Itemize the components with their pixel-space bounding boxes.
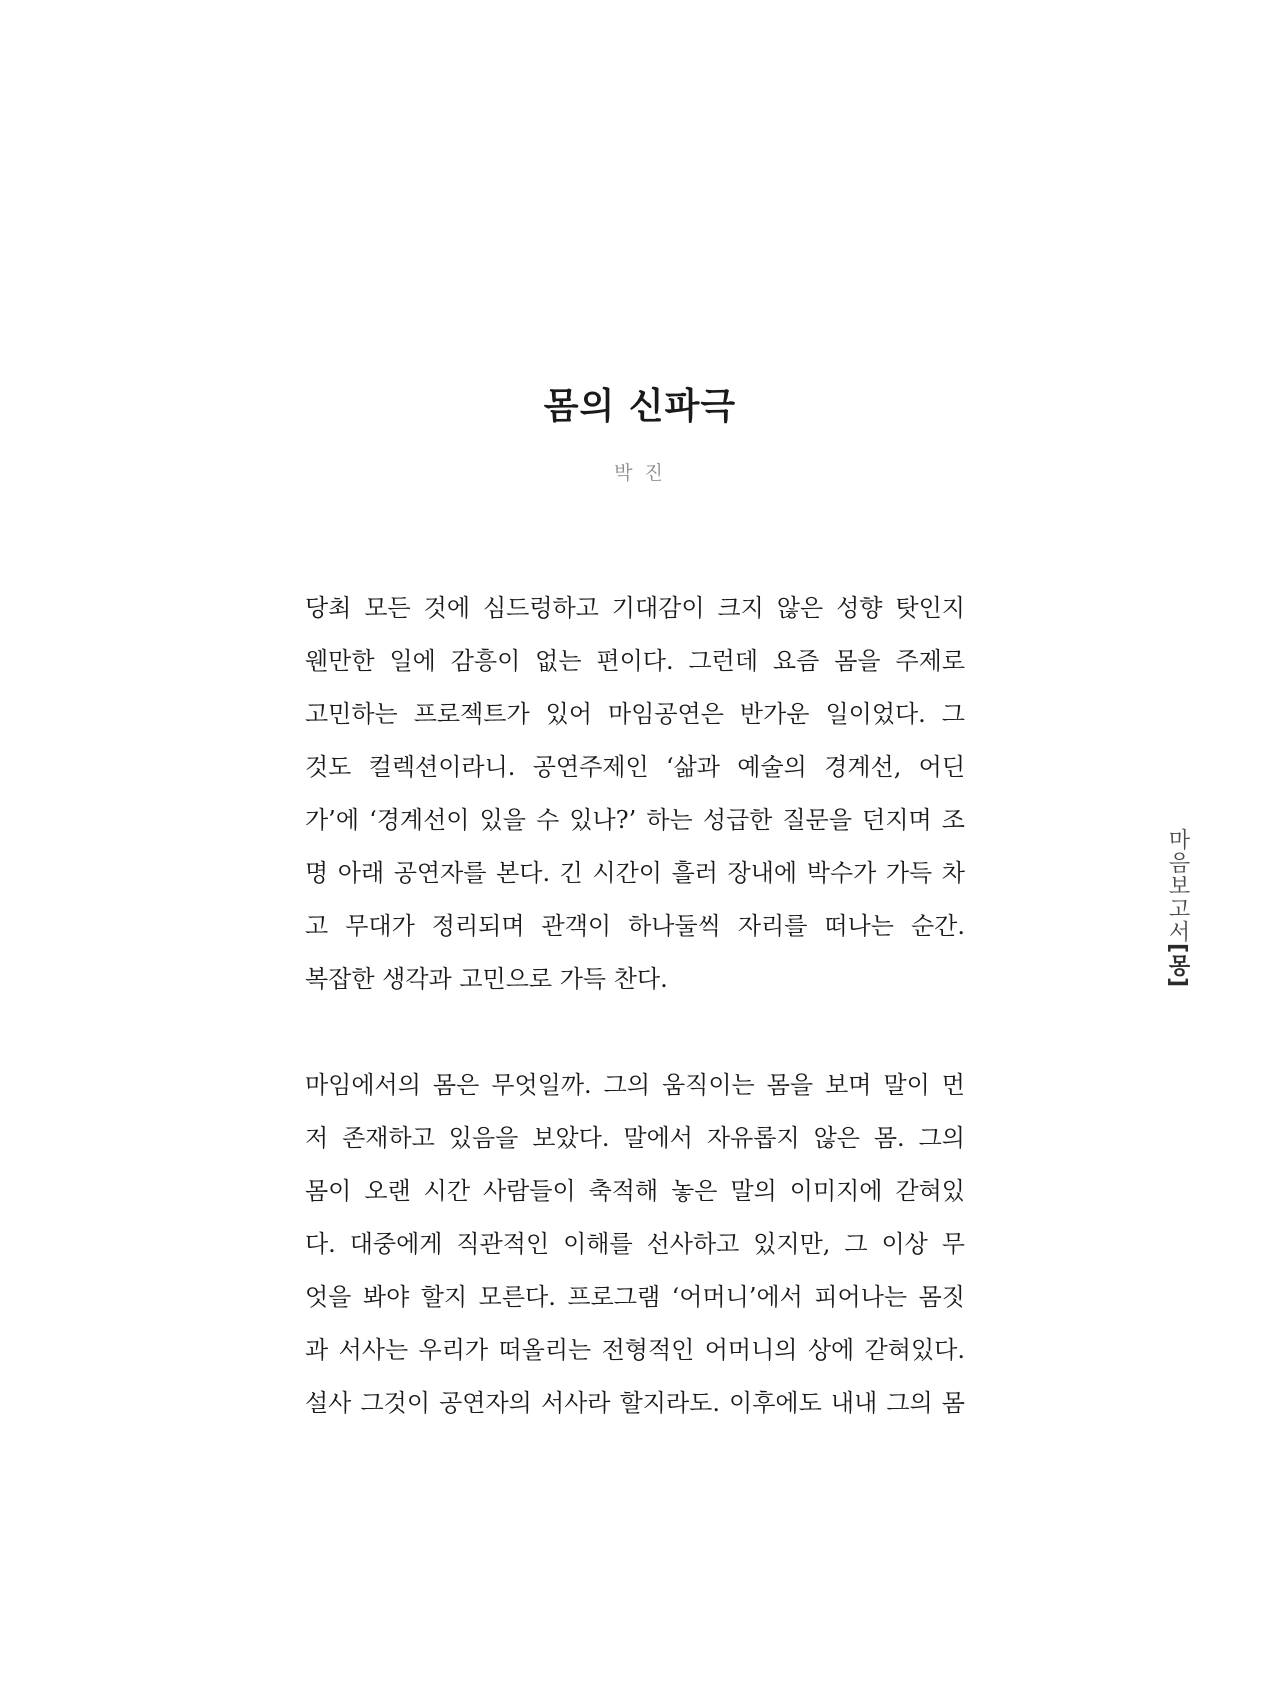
text-line: 것도 컬렉션이라니. 공연주제인 ‘삶과 예술의 경계선, 어딘 (305, 753, 965, 781)
text-line: 엇을 봐야 할지 모른다. 프로그램 ‘어머니’에서 피어나는 몸짓 (305, 1283, 965, 1311)
paragraph-2 (305, 1059, 965, 1430)
text-line: 저 존재하고 있음을 보았다. 말에서 자유롭지 않은 몸. 그의 (305, 1124, 965, 1152)
text-line: 설사 그것이 공연자의 서사라 할지라도. 이후에도 내내 그의 몸 (305, 1389, 965, 1417)
close-bracket: ] (1165, 977, 1190, 989)
section-side-label (1162, 828, 1193, 988)
text-line: 마임에서의 몸은 무엇일까. 그의 움직이는 몸을 보며 말이 먼 (305, 1071, 965, 1099)
article-title: 몸의 신파극 (543, 386, 737, 427)
text-line: 당최 모든 것에 심드렁하고 기대감이 크지 않은 성향 탓인지 (305, 594, 965, 622)
text-line: 과 서사는 우리가 떠올리는 전형적인 어머니의 상에 갇혀있다. (305, 1336, 965, 1364)
section-name: 마음보고서 (1165, 828, 1190, 943)
text-line: 고 무대가 정리되며 관객이 하나둘씩 자리를 떠나는 순간. (305, 912, 965, 940)
text-line: 고민하는 프로젝트가 있어 마임공연은 반가운 일이었다. 그 (305, 700, 965, 728)
text-line: 가’에 ‘경계선이 있을 수 있나?’ 하는 성급한 질문을 던지며 조 (305, 806, 965, 834)
text-line: 웬만한 일에 감흥이 없는 편이다. 그런데 요즘 몸을 주제로 (305, 647, 965, 675)
section-accent: 몽 (1165, 954, 1190, 978)
text-line: 몸이 오랜 시간 사람들이 축적해 놓은 말의 이미지에 갇혀있 (305, 1177, 965, 1205)
open-bracket: [ (1165, 943, 1190, 955)
article-body (305, 582, 965, 1430)
paragraph-1 (305, 582, 965, 1006)
text-line: 다. 대중에게 직관적인 이해를 선사하고 있지만, 그 이상 무 (305, 1230, 965, 1258)
author-name: 박 진 (614, 462, 666, 484)
text-line: 복잡한 생각과 고민으로 가득 찬다. (305, 965, 668, 993)
text-line: 명 아래 공연자를 본다. 긴 시간이 흘러 장내에 박수가 가득 차 (305, 859, 965, 887)
